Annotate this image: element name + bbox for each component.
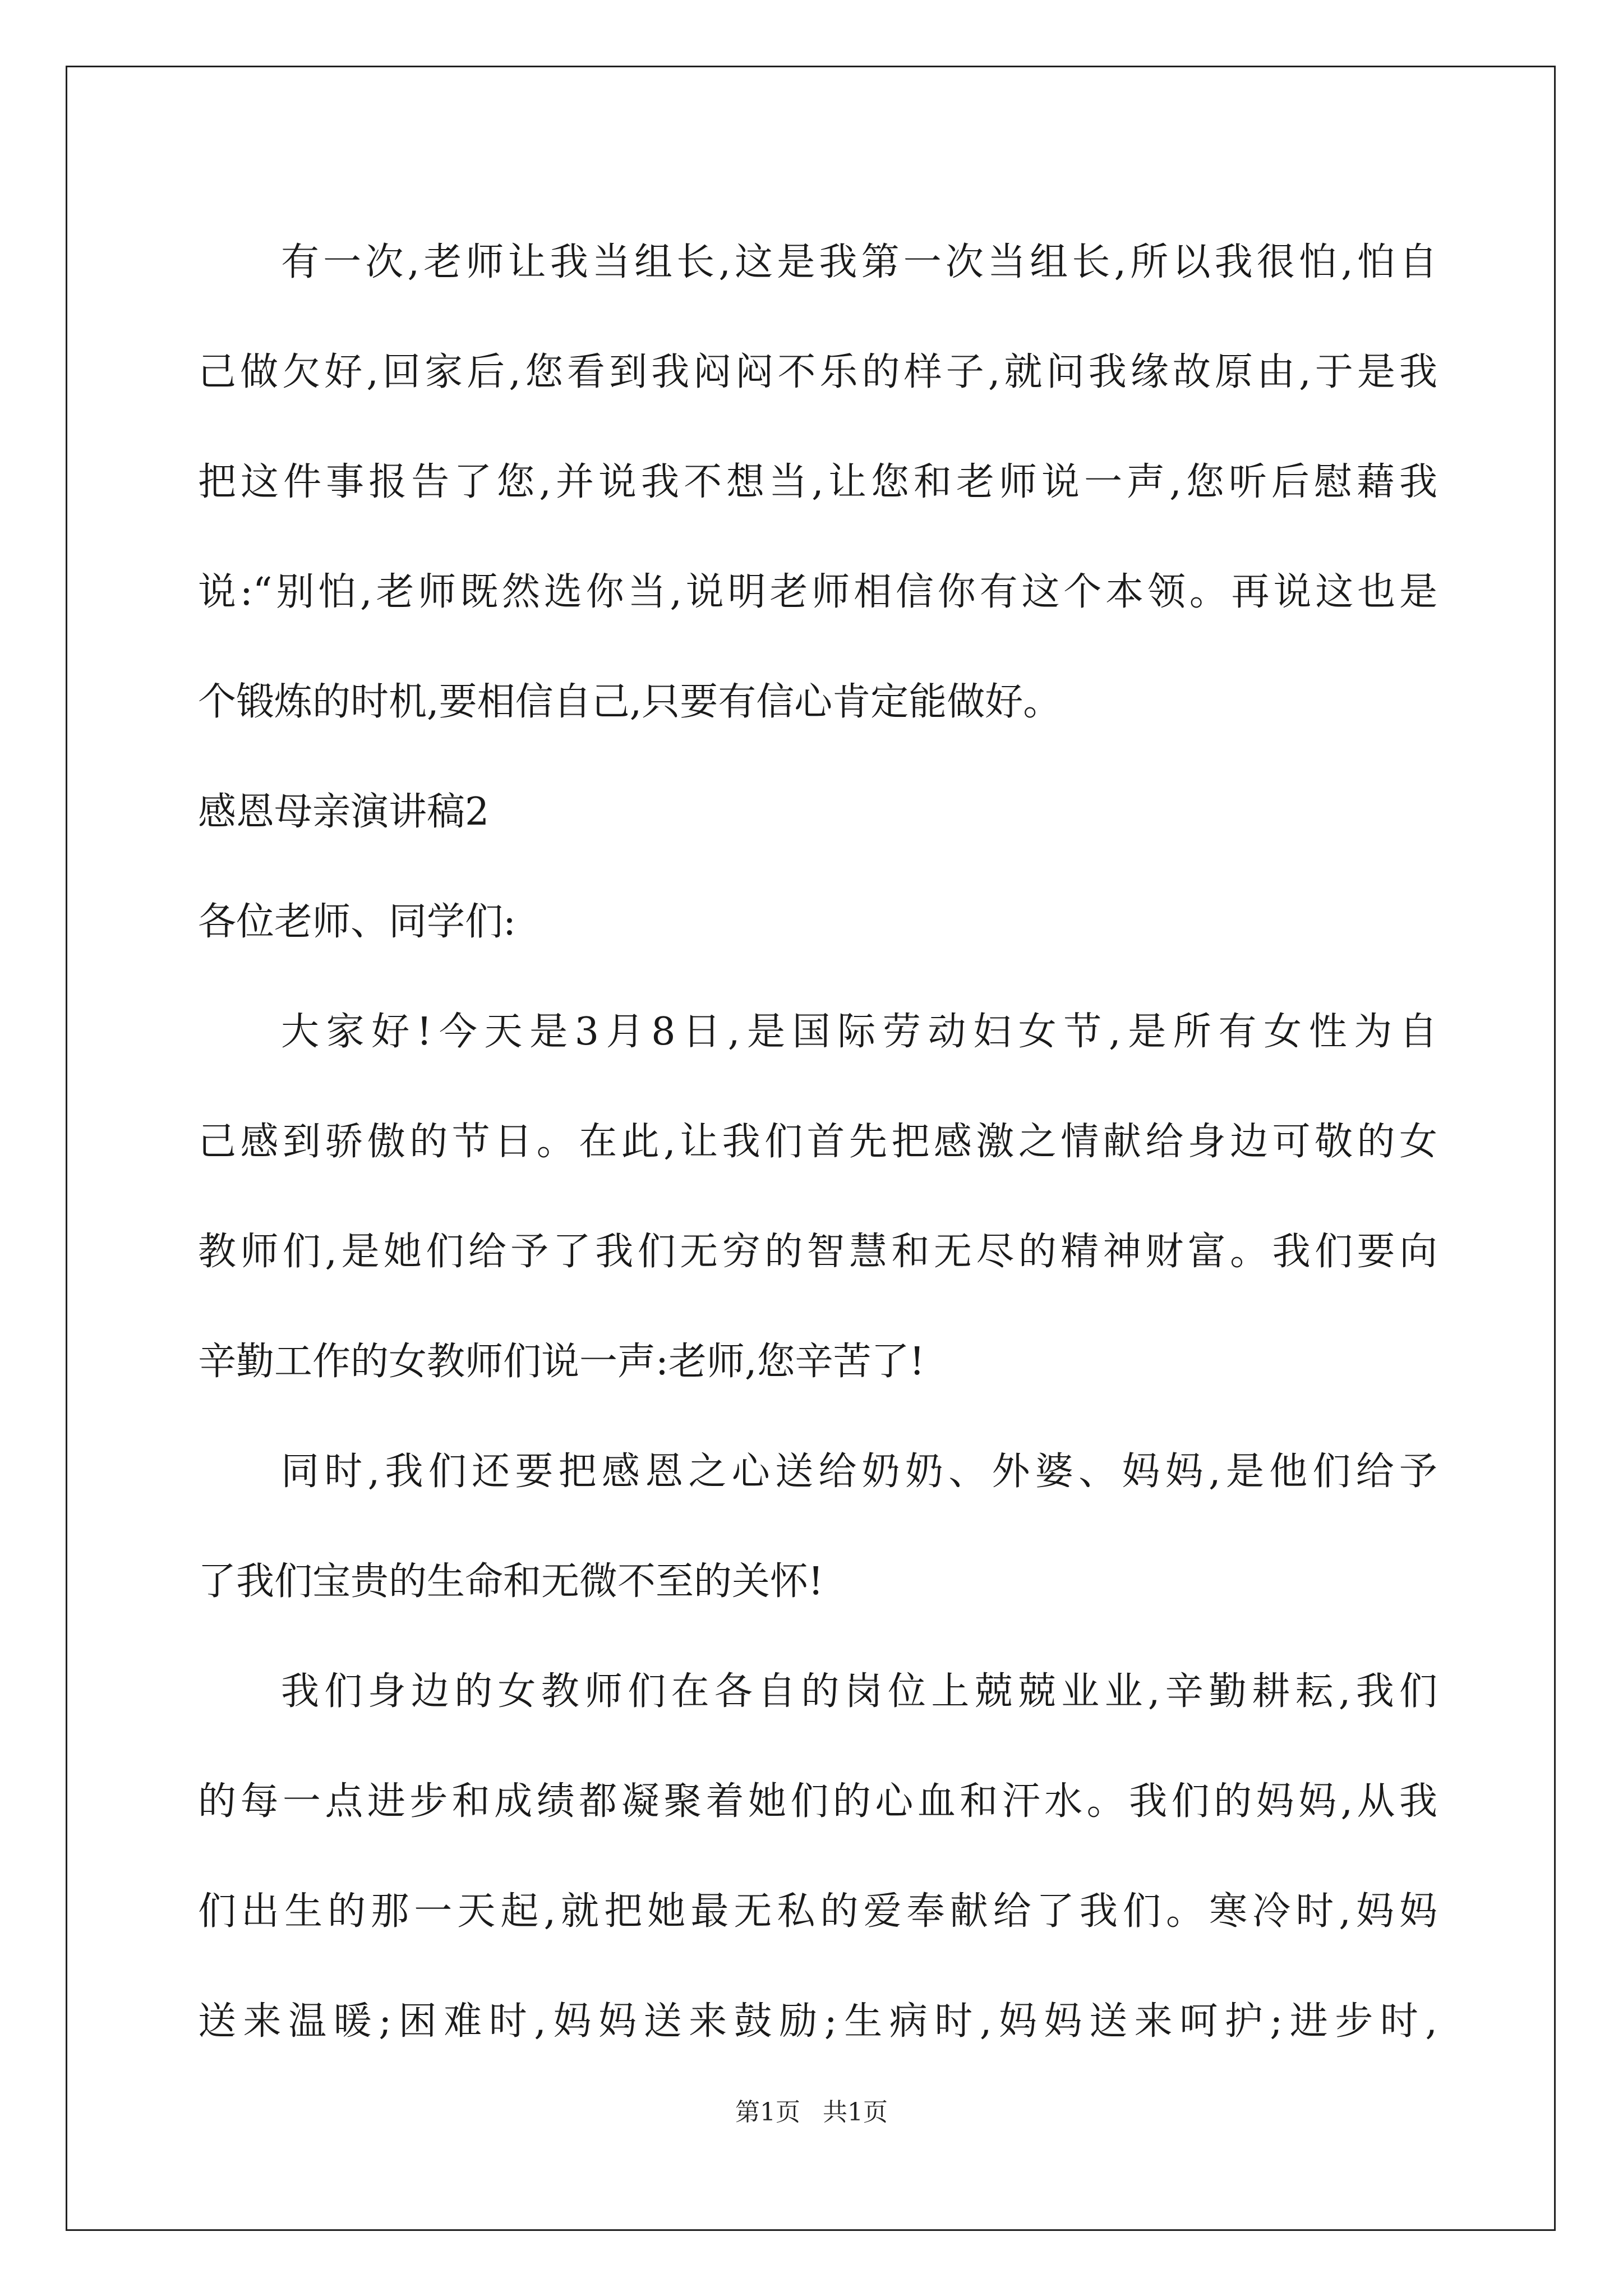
text-line: 个锻炼的时机,要相信自己,只要有信心肯定能做好。 (198, 680, 1062, 724)
text-line: 教师们,是她们给予了我们无穷的智慧和无尽的精神财富。我们要向 (198, 1230, 1437, 1274)
text-line: 的每一点进步和成绩都凝聚着她们的心血和汗水。我们的妈妈,从我 (198, 1779, 1437, 1824)
text-line: 同时,我们还要把感恩之心送给奶奶、外婆、妈妈,是他们给予 (281, 1450, 1437, 1494)
text-line: 我们身边的女教师们在各自的岗位上兢兢业业,辛勤耕耘,我们 (281, 1669, 1437, 1714)
text-line: 说:“别怕,老师既然选你当,说明老师相信你有这个本领。再说这也是 (198, 570, 1437, 614)
text-line: 己做欠好,回家后,您看到我闷闷不乐的样子,就问我缘故原由,于是我 (198, 350, 1437, 394)
text-line: 有一次,老师让我当组长,这是我第一次当组长,所以我很怕,怕自 (281, 240, 1437, 284)
text-line: 了我们宝贵的生命和无微不至的关怀! (198, 1559, 824, 1604)
document-body (198, 208, 1437, 2077)
text-line: 把这件事报告了您,并说我不想当,让您和老师说一声,您听后慰藉我 (198, 460, 1437, 504)
salutation: 各位老师、同学们: (198, 900, 516, 944)
text-line: 们出生的那一天起,就把她最无私的爱奉献给了我们。寒冷时,妈妈 (198, 1889, 1437, 1934)
section-heading: 感恩母亲演讲稿2 (198, 790, 490, 834)
text-line: 辛勤工作的女教师们说一声:老师,您辛苦了! (198, 1340, 925, 1384)
text-line: 己感到骄傲的节日。在此,让我们首先把感激之情献给身边可敬的女 (198, 1120, 1437, 1164)
page-number: 第1页 (735, 2098, 800, 2127)
page-total: 共1页 (823, 2098, 888, 2127)
text-line: 送来温暖;困难时,妈妈送来鼓励;生病时,妈妈送来呵护;进步时, (198, 1999, 1437, 2044)
page-footer (0, 2096, 1623, 2129)
text-line: 大家好!今天是3月8日,是国际劳动妇女节,是所有女性为自 (281, 1010, 1437, 1054)
